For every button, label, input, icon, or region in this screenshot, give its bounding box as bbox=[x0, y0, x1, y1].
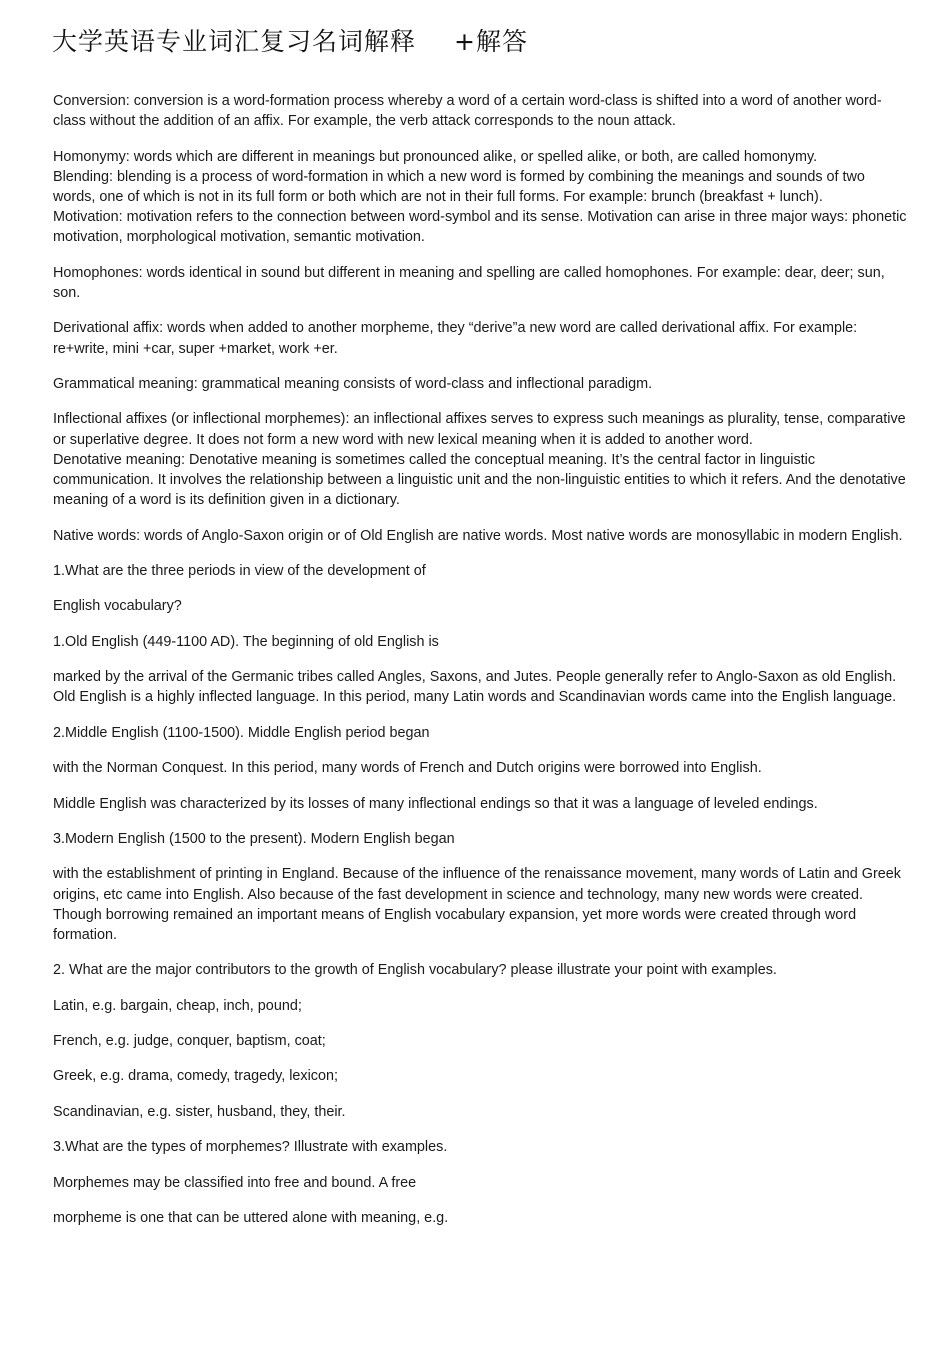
paragraph: Morphemes may be classified into free and bound. A free bbox=[53, 1174, 417, 1191]
paragraph: 3.What are the types of morphemes? Illustrate with examples. bbox=[53, 1139, 448, 1156]
paragraph-line: Denotative meaning: Denotative meaning is sometimes called the conceptual meaning. It’s the central factor in linguistic communication. It involves the relationship between a linguistic unit and the non-linguistic entities to which it refers. And the denotative meaning of a word is its definition given in a dictionary. bbox=[53, 451, 906, 509]
paragraph: 3.Modern English (1500 to the present). Modern English began bbox=[53, 830, 455, 847]
paragraph: Derivational affix: words when added to another morpheme, they “derive”a new word are called derivational affix. For example: re+write, mini +car, super +market, work +er. bbox=[53, 320, 858, 357]
paragraph: Middle English was characterized by its losses of many inflectional endings so that it was a language of leveled endings. bbox=[53, 795, 818, 812]
paragraph: with the Norman Conquest. In this period, many words of French and Dutch origins were borrowed into English. bbox=[53, 760, 762, 777]
paragraph: 2.Middle English (1100-1500). Middle English period began bbox=[53, 724, 430, 741]
paragraph: 1.What are the three periods in view of the development of bbox=[53, 562, 426, 579]
paragraph bbox=[53, 409, 908, 510]
paragraph: with the establishment of printing in England. Because of the influence of the renaissance movement, many words of Latin and Greek origins, etc came into English. Also because of the fast development in science and technology, many new words were created. Though borrowing remained an important means of English vocabulary expansion, yet more words were created through word formation. bbox=[53, 866, 901, 943]
paragraph: 1.Old English (449-1100 AD). The beginning of old English is bbox=[53, 633, 439, 650]
title-suffix: +解答 bbox=[454, 27, 528, 56]
paragraph: morpheme is one that can be uttered alone with meaning, e.g. bbox=[53, 1210, 449, 1227]
paragraph: Greek, e.g. drama, comedy, tragedy, lexicon; bbox=[53, 1068, 339, 1085]
title-main: 大学英语专业词汇复习名词解释 bbox=[52, 27, 417, 56]
paragraph: Homophones: words identical in sound but different in meaning and spelling are called homophones. For example: dear, deer; sun, son. bbox=[53, 264, 885, 301]
paragraph: Latin, e.g. bargain, cheap, inch, pound; bbox=[53, 997, 302, 1014]
paragraph-line: Homonymy: words which are different in meanings but pronounced alike, or spelled alike, or both, are called homonymy. bbox=[53, 148, 818, 165]
paragraph: English vocabulary? bbox=[53, 598, 182, 615]
paragraph: 2. What are the major contributors to the growth of English vocabulary? please illustrate your point with examples. bbox=[53, 962, 777, 979]
paragraph-line: Motivation: motivation refers to the connection between word-symbol and its sense. Motivation can arise in three major ways: phonetic motivation, morphological motivation, semantic motivation. bbox=[53, 209, 907, 246]
document-body bbox=[53, 91, 908, 1243]
paragraph bbox=[53, 147, 908, 248]
paragraph: Grammatical meaning: grammatical meaning consists of word-class and inflectional paradigm. bbox=[53, 375, 653, 392]
paragraph: Scandinavian, e.g. sister, husband, they, their. bbox=[53, 1103, 346, 1120]
paragraph: Native words: words of Anglo-Saxon origin or of Old English are native words. Most native words are monosyllabic in modern English. bbox=[53, 527, 903, 544]
paragraph: Conversion: conversion is a word-formation process whereby a word of a certain word-class is shifted into a word of another word-class without the addition of an affix. For example, the verb attack corresponds to the noun attack. bbox=[53, 93, 882, 130]
paragraph-line: Inflectional affixes (or inflectional morphemes): an inflectional affixes serves to express such meanings as plurality, tense, comparative or superlative degree. It does not form a new word with new lexical meaning when it is added to another word. bbox=[53, 411, 906, 448]
paragraph-line: Blending: blending is a process of word-formation in which a new word is formed by combining the meanings and sounds of two words, one of which is not in its full form or both which are not in their full forms. For example: brunch (breakfast + lunch). bbox=[53, 168, 865, 205]
paragraph: French, e.g. judge, conquer, baptism, coat; bbox=[53, 1033, 326, 1050]
page-title bbox=[52, 22, 528, 58]
paragraph: marked by the arrival of the Germanic tribes called Angles, Saxons, and Jutes. People generally refer to Anglo-Saxon as old English. Old English is a highly inflected language. In this period, many Latin words and Scandinavian words came into the English language. bbox=[53, 669, 897, 706]
